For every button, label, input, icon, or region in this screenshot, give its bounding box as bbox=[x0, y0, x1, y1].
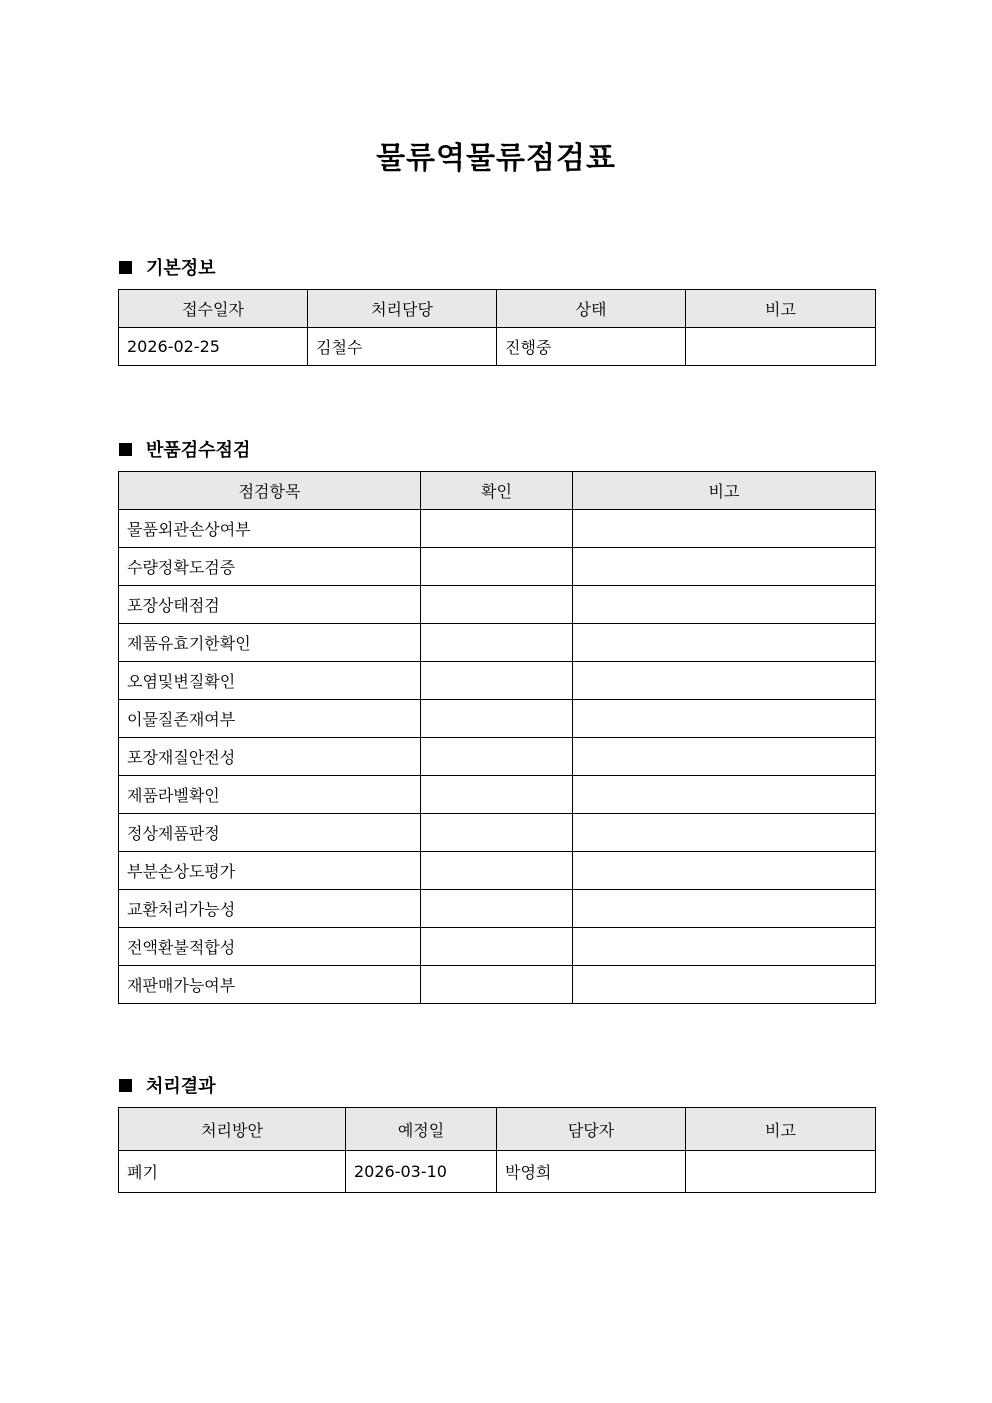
table-row bbox=[119, 814, 876, 852]
status-cell[interactable]: 진행중 bbox=[497, 328, 686, 366]
table-header-row bbox=[119, 290, 876, 328]
square-bullet-icon bbox=[119, 261, 132, 274]
remarks-cell[interactable] bbox=[573, 510, 876, 548]
inspection-item-cell: 재판매가능여부 bbox=[119, 966, 421, 1004]
scheduled-date-cell[interactable]: 2026-03-10 bbox=[346, 1151, 497, 1193]
confirm-cell[interactable] bbox=[421, 852, 573, 890]
header-cell: 비고 bbox=[686, 290, 876, 328]
header-cell: 상태 bbox=[497, 290, 686, 328]
table-row bbox=[119, 548, 876, 586]
table-row bbox=[119, 928, 876, 966]
remarks-cell[interactable] bbox=[573, 776, 876, 814]
confirm-cell[interactable] bbox=[421, 966, 573, 1004]
document-title: 물류역물류점검표 bbox=[376, 141, 616, 176]
remarks-cell[interactable] bbox=[573, 624, 876, 662]
remarks-cell[interactable] bbox=[573, 548, 876, 586]
remarks-cell[interactable] bbox=[573, 738, 876, 776]
remarks-cell[interactable] bbox=[573, 814, 876, 852]
confirm-cell[interactable] bbox=[421, 890, 573, 928]
table-row bbox=[119, 776, 876, 814]
inspection-item-cell: 수량정확도검증 bbox=[119, 548, 421, 586]
basic-info-table bbox=[118, 289, 876, 366]
disposal-method-cell[interactable]: 폐기 bbox=[119, 1151, 346, 1193]
confirm-cell[interactable] bbox=[421, 548, 573, 586]
table-row bbox=[119, 738, 876, 776]
section-heading-basic-info bbox=[119, 254, 216, 280]
inspection-item-cell: 정상제품판정 bbox=[119, 814, 421, 852]
processing-result-table bbox=[118, 1107, 876, 1193]
table-row bbox=[119, 700, 876, 738]
remarks-cell[interactable] bbox=[573, 890, 876, 928]
confirm-cell[interactable] bbox=[421, 700, 573, 738]
confirm-cell[interactable] bbox=[421, 662, 573, 700]
header-cell: 점검항목 bbox=[119, 472, 421, 510]
header-cell: 담당자 bbox=[497, 1108, 686, 1151]
remarks-cell[interactable] bbox=[573, 586, 876, 624]
section-title: 반품검수점검 bbox=[146, 440, 251, 461]
remarks-cell[interactable] bbox=[573, 700, 876, 738]
header-cell: 확인 bbox=[421, 472, 573, 510]
square-bullet-icon bbox=[119, 443, 132, 456]
confirm-cell[interactable] bbox=[421, 738, 573, 776]
remarks-cell[interactable] bbox=[573, 852, 876, 890]
inspection-item-cell: 전액환불적합성 bbox=[119, 928, 421, 966]
confirm-cell[interactable] bbox=[421, 586, 573, 624]
header-cell: 비고 bbox=[573, 472, 876, 510]
header-cell: 처리담당 bbox=[308, 290, 497, 328]
table-row bbox=[119, 890, 876, 928]
header-cell: 예정일 bbox=[346, 1108, 497, 1151]
confirm-cell[interactable] bbox=[421, 814, 573, 852]
received-date-cell[interactable]: 2026-02-25 bbox=[119, 328, 308, 366]
header-cell: 비고 bbox=[686, 1108, 876, 1151]
person-in-charge-cell[interactable]: 박영희 bbox=[497, 1151, 686, 1193]
confirm-cell[interactable] bbox=[421, 624, 573, 662]
header-cell: 접수일자 bbox=[119, 290, 308, 328]
section-heading-return-inspection bbox=[119, 436, 250, 462]
remarks-cell[interactable] bbox=[686, 1151, 876, 1193]
table-row bbox=[119, 624, 876, 662]
table-row bbox=[119, 328, 876, 366]
remarks-cell[interactable] bbox=[686, 328, 876, 366]
table-row bbox=[119, 662, 876, 700]
table-row bbox=[119, 586, 876, 624]
inspection-item-cell: 이물질존재여부 bbox=[119, 700, 421, 738]
table-row bbox=[119, 966, 876, 1004]
inspection-item-cell: 제품라벨확인 bbox=[119, 776, 421, 814]
inspection-item-cell: 오염및변질확인 bbox=[119, 662, 421, 700]
inspection-item-cell: 교환처리가능성 bbox=[119, 890, 421, 928]
square-bullet-icon bbox=[119, 1079, 132, 1092]
table-header-row bbox=[119, 1108, 876, 1151]
inspection-item-cell: 포장상태점검 bbox=[119, 586, 421, 624]
inspection-item-cell: 제품유효기한확인 bbox=[119, 624, 421, 662]
return-inspection-table bbox=[118, 471, 876, 1004]
section-heading-processing-result bbox=[119, 1072, 216, 1098]
section-title: 기본정보 bbox=[146, 258, 216, 279]
table-row bbox=[119, 852, 876, 890]
confirm-cell[interactable] bbox=[421, 776, 573, 814]
inspection-item-cell: 부분손상도평가 bbox=[119, 852, 421, 890]
header-cell: 처리방안 bbox=[119, 1108, 346, 1151]
table-header-row bbox=[119, 472, 876, 510]
remarks-cell[interactable] bbox=[573, 662, 876, 700]
table-row bbox=[119, 510, 876, 548]
inspection-item-cell: 포장재질안전성 bbox=[119, 738, 421, 776]
remarks-cell[interactable] bbox=[573, 966, 876, 1004]
remarks-cell[interactable] bbox=[573, 928, 876, 966]
section-title: 처리결과 bbox=[146, 1076, 216, 1097]
assignee-cell[interactable]: 김철수 bbox=[308, 328, 497, 366]
table-row bbox=[119, 1151, 876, 1193]
confirm-cell[interactable] bbox=[421, 510, 573, 548]
inspection-item-cell: 물품외관손상여부 bbox=[119, 510, 421, 548]
confirm-cell[interactable] bbox=[421, 928, 573, 966]
